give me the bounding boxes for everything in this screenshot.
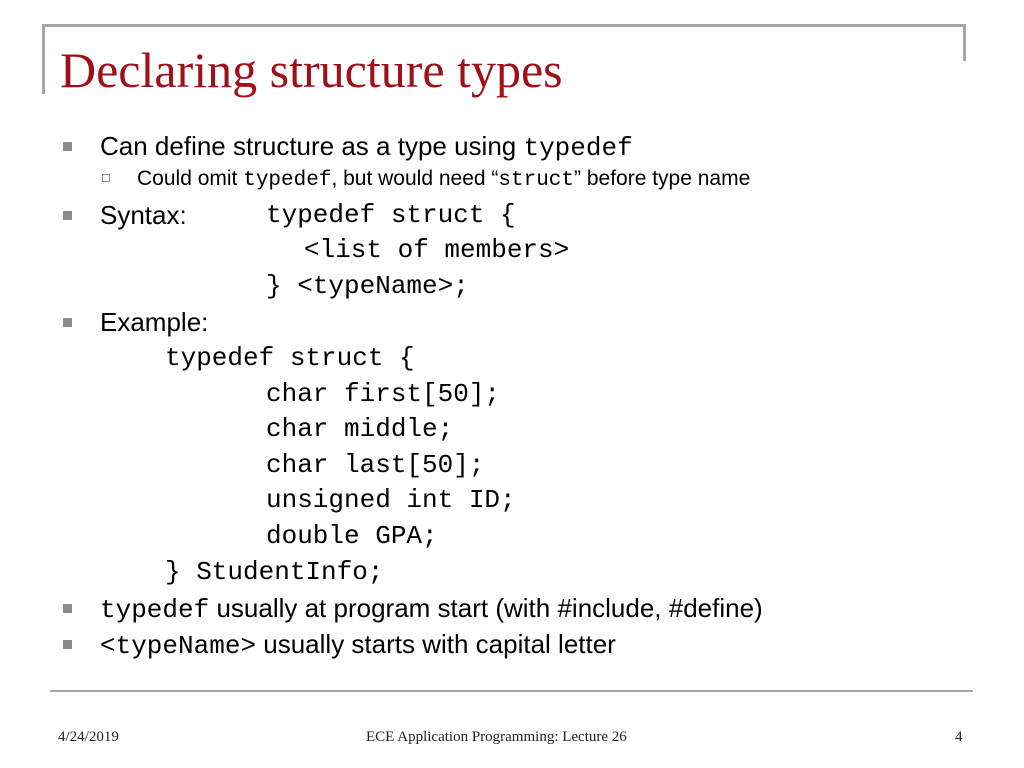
bullet-typedef-placement bbox=[100, 591, 763, 627]
slide-frame-left bbox=[42, 24, 45, 94]
code-snippet: struct bbox=[498, 169, 575, 192]
code-snippet: typedef bbox=[523, 133, 633, 163]
code-snippet: typedef bbox=[100, 595, 210, 625]
syntax-code-line: } <typeName>; bbox=[266, 271, 469, 301]
example-code-line: unsigned int ID; bbox=[266, 485, 516, 515]
footer-page-number: 4 bbox=[955, 729, 963, 745]
sub-bullet-square-icon bbox=[102, 174, 110, 182]
bullet-square-icon bbox=[63, 318, 72, 327]
footer-date: 4/24/2019 bbox=[58, 729, 119, 745]
example-code-line: char middle; bbox=[266, 414, 454, 444]
bullet-square-icon bbox=[63, 142, 72, 151]
bullet-text: Can define structure as a type using bbox=[100, 131, 524, 161]
example-code-line: typedef struct { bbox=[165, 343, 415, 373]
footer-divider bbox=[50, 690, 973, 692]
slide-frame-right bbox=[963, 24, 966, 61]
sub-bullet-text-2: , but would need “ bbox=[331, 167, 499, 190]
footer-course: ECE Application Programming: Lecture 26 bbox=[366, 729, 627, 745]
bullet-square-icon bbox=[63, 211, 72, 220]
slide-frame-top bbox=[42, 24, 963, 27]
code-snippet: typedef bbox=[243, 169, 332, 192]
code-snippet: <typeName> bbox=[100, 631, 257, 661]
bullet-square-icon bbox=[63, 604, 72, 613]
example-label: Example: bbox=[100, 307, 209, 337]
example-code-line: char first[50]; bbox=[266, 379, 501, 409]
sub-bullet-text-1: Could omit bbox=[137, 167, 244, 190]
bullet-text: usually starts with capital letter bbox=[256, 629, 616, 659]
syntax-code-line: <list of members> bbox=[304, 235, 570, 265]
example-code-line: } StudentInfo; bbox=[165, 557, 384, 587]
example-code-line: double GPA; bbox=[266, 521, 438, 551]
syntax-label: Syntax: bbox=[100, 200, 187, 230]
bullet-typename-capital bbox=[100, 627, 616, 663]
syntax-code-line: typedef struct { bbox=[266, 200, 516, 230]
bullet-square-icon bbox=[63, 640, 72, 649]
sub-bullet-text-3: ” before type name bbox=[574, 167, 751, 190]
bullet-typedef-intro bbox=[100, 129, 633, 165]
slide-title: Declaring structure types bbox=[60, 42, 563, 98]
bullet-text: usually at program start (with #include, #define) bbox=[209, 593, 763, 623]
example-code-line: char last[50]; bbox=[266, 450, 485, 480]
sub-bullet-omit-typedef bbox=[137, 165, 750, 195]
